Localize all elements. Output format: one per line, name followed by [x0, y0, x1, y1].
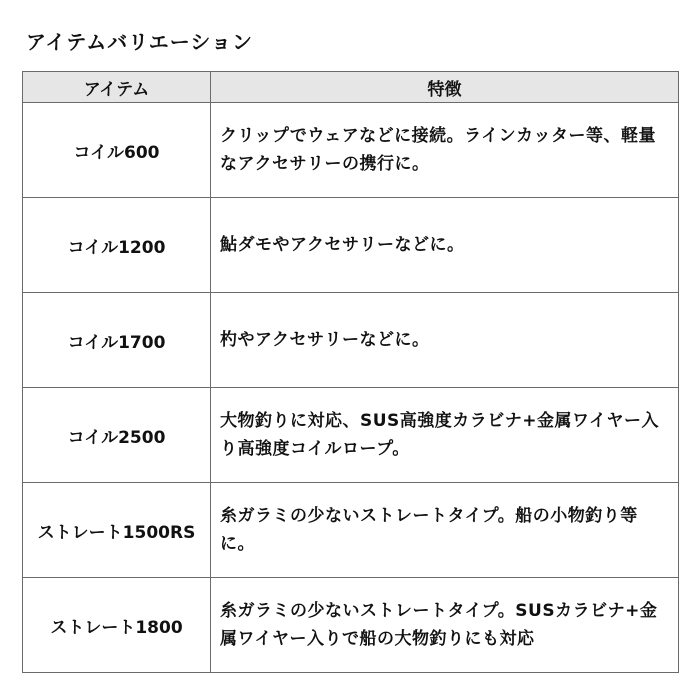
item-feature: 大物釣りに対応、SUS高強度カラビナ+金属ワイヤー入り高強度コイルロープ。	[211, 388, 679, 483]
item-name: ストレート1800	[23, 578, 211, 673]
header-feature: 特徴	[211, 72, 679, 103]
item-feature: 糸ガラミの少ないストレートタイプ。船の小物釣り等に。	[211, 483, 679, 578]
item-variation-table	[22, 71, 679, 673]
item-feature: 糸ガラミの少ないストレートタイプ。SUSカラビナ+金属ワイヤー入りで船の大物釣りにも対応	[211, 578, 679, 673]
table-row	[23, 103, 679, 198]
table-row	[23, 388, 679, 483]
page-title: アイテムバリエーション	[26, 30, 253, 54]
table-row	[23, 293, 679, 388]
table-row	[23, 483, 679, 578]
item-feature: クリップでウェアなどに接続。ラインカッター等、軽量なアクセサリーの携行に。	[211, 103, 679, 198]
item-feature: 鮎ダモやアクセサリーなどに。	[211, 198, 679, 293]
item-name: コイル2500	[23, 388, 211, 483]
item-feature: 杓やアクセサリーなどに。	[211, 293, 679, 388]
item-name: コイル600	[23, 103, 211, 198]
table-row	[23, 198, 679, 293]
item-name: ストレート1500RS	[23, 483, 211, 578]
table-row	[23, 578, 679, 673]
header-item: アイテム	[23, 72, 211, 103]
table-header-row	[23, 72, 679, 103]
item-name: コイル1200	[23, 198, 211, 293]
item-name: コイル1700	[23, 293, 211, 388]
